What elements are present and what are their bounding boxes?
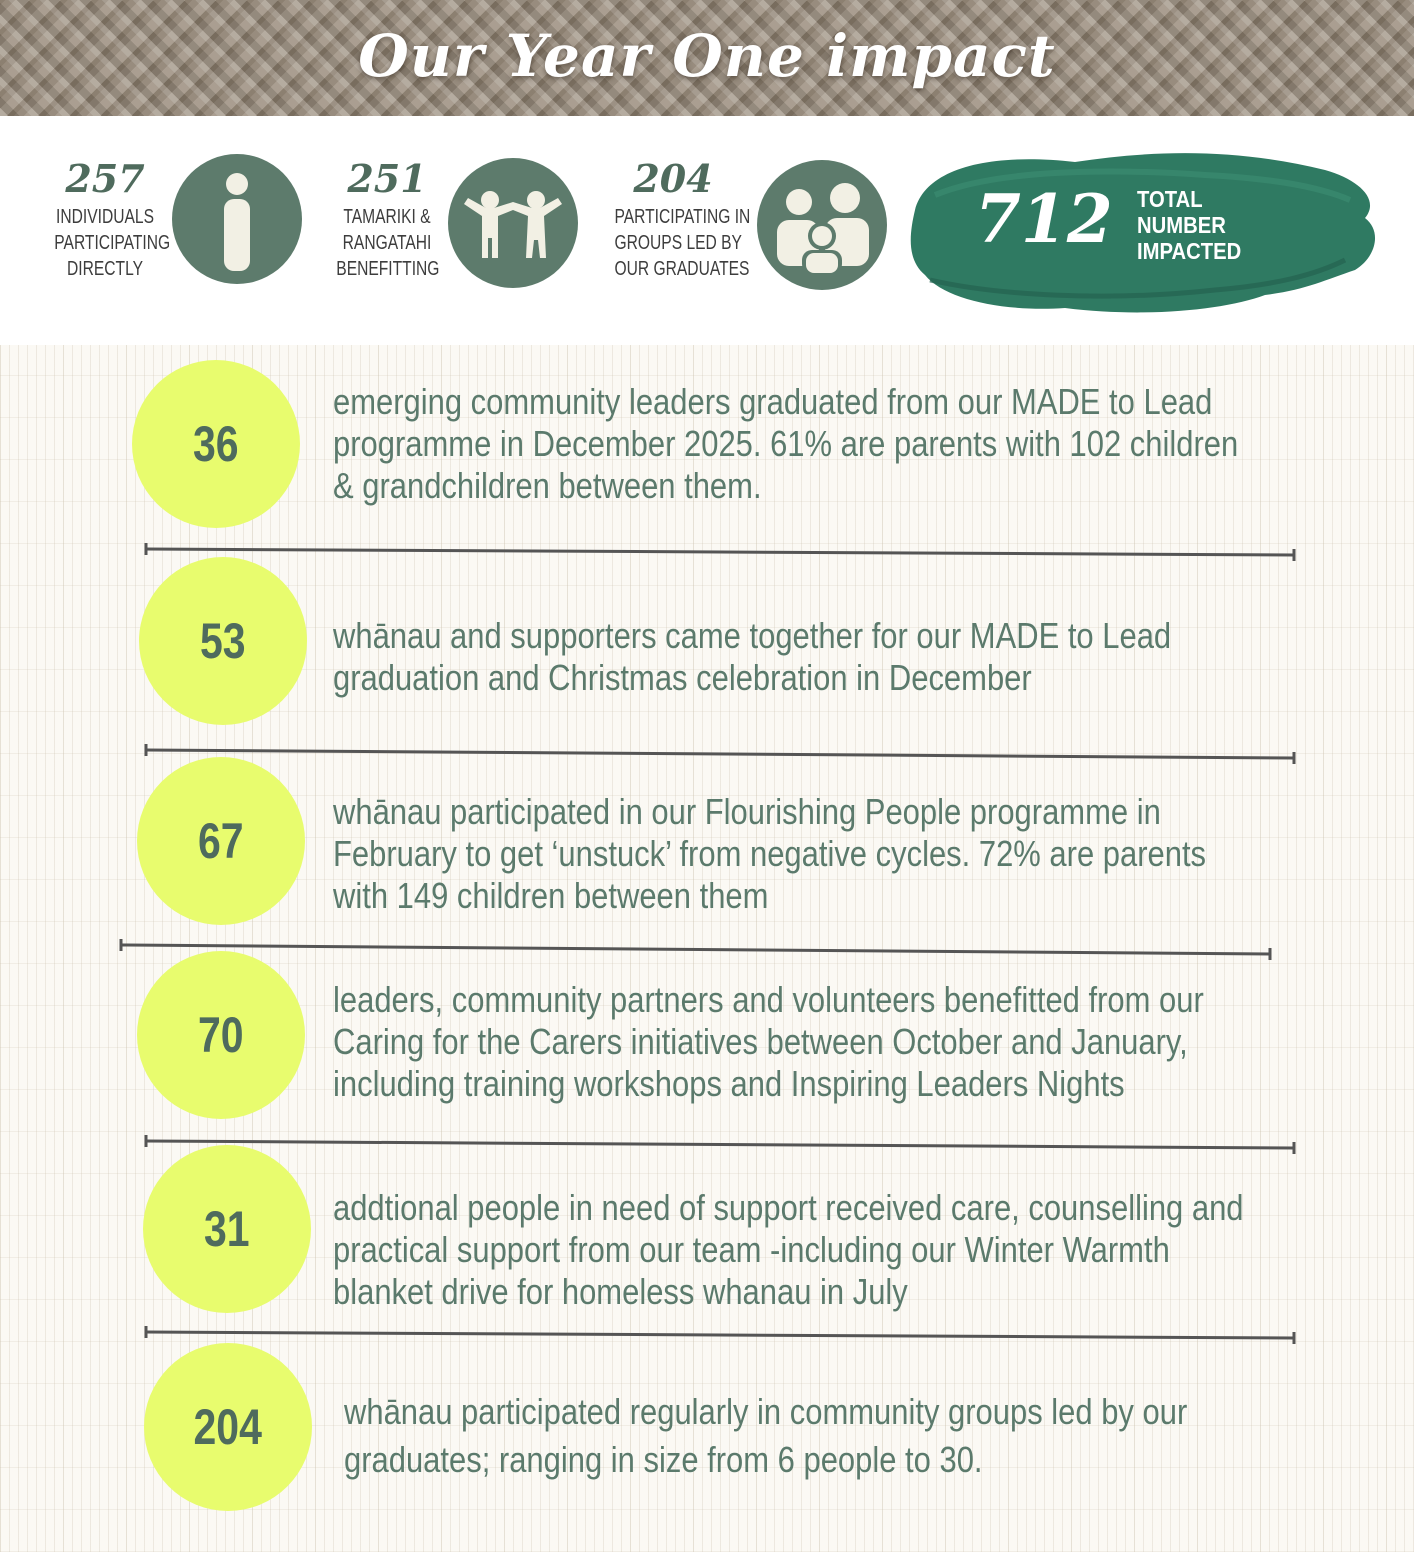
item-description: emerging community leaders graduated from our MADE to Lead programme in December 2025. 61% are parents with 102 children & grandchildren between them. <box>333 381 1239 506</box>
person-icon <box>172 154 302 284</box>
item-description: leaders, community partners and volunteers benefitted from our Caring for the Carers initiatives between October and January, including training workshops and Inspiring Leaders Nights <box>333 979 1204 1104</box>
stat-number: 251 <box>347 156 427 201</box>
item-description: whānau participated regularly in community groups led by our graduates; ranging in size from 6 people to 30. <box>344 1391 1188 1480</box>
page-title: Our Year One impact <box>358 22 1056 90</box>
stat-label: PARTICIPATING IN GROUPS LED BY OUR GRADUATES <box>614 206 751 280</box>
stat-tamariki <box>322 156 452 282</box>
item-number-circle <box>143 1145 311 1313</box>
item-number-circle <box>144 1343 312 1511</box>
item-number: 67 <box>198 813 244 869</box>
item-number-circle <box>132 360 300 528</box>
children-icon <box>448 158 578 288</box>
stat-label: INDIVIDUALS PARTICIPATING DIRECTLY <box>54 206 171 280</box>
item-description: addtional people in need of support received care, counselling and practical support from our team -including our Winter Warmth blanket drive for homeless whanau in July <box>333 1187 1244 1312</box>
stat-number: 204 <box>633 156 713 201</box>
item-number-circle <box>137 951 305 1119</box>
item-description: whānau participated in our Flourishing People programme in February to get ‘unstuck’ from negative cycles. 72% are parents with 149 children between them <box>333 791 1207 916</box>
item-number-circle <box>137 757 305 925</box>
item-number: 70 <box>198 1007 244 1063</box>
header-banner <box>0 0 1414 116</box>
item-number-circle <box>139 557 307 725</box>
item-number: 53 <box>200 613 246 669</box>
item-number: 31 <box>204 1201 250 1257</box>
stat-individuals <box>40 156 171 282</box>
total-label: TOTAL NUMBER IMPACTED <box>1137 186 1242 264</box>
item-number: 204 <box>193 1399 263 1455</box>
stat-groups <box>598 156 751 282</box>
family-icon <box>757 160 887 290</box>
total-number: 712 <box>975 180 1113 258</box>
stat-number: 257 <box>65 156 145 201</box>
stat-label: TAMARIKI & RANGATAHI BENEFITTING <box>336 206 440 280</box>
item-description: whānau and supporters came together for our MADE to Lead graduation and Christmas celebration in December <box>333 615 1172 698</box>
item-number: 36 <box>193 416 239 472</box>
